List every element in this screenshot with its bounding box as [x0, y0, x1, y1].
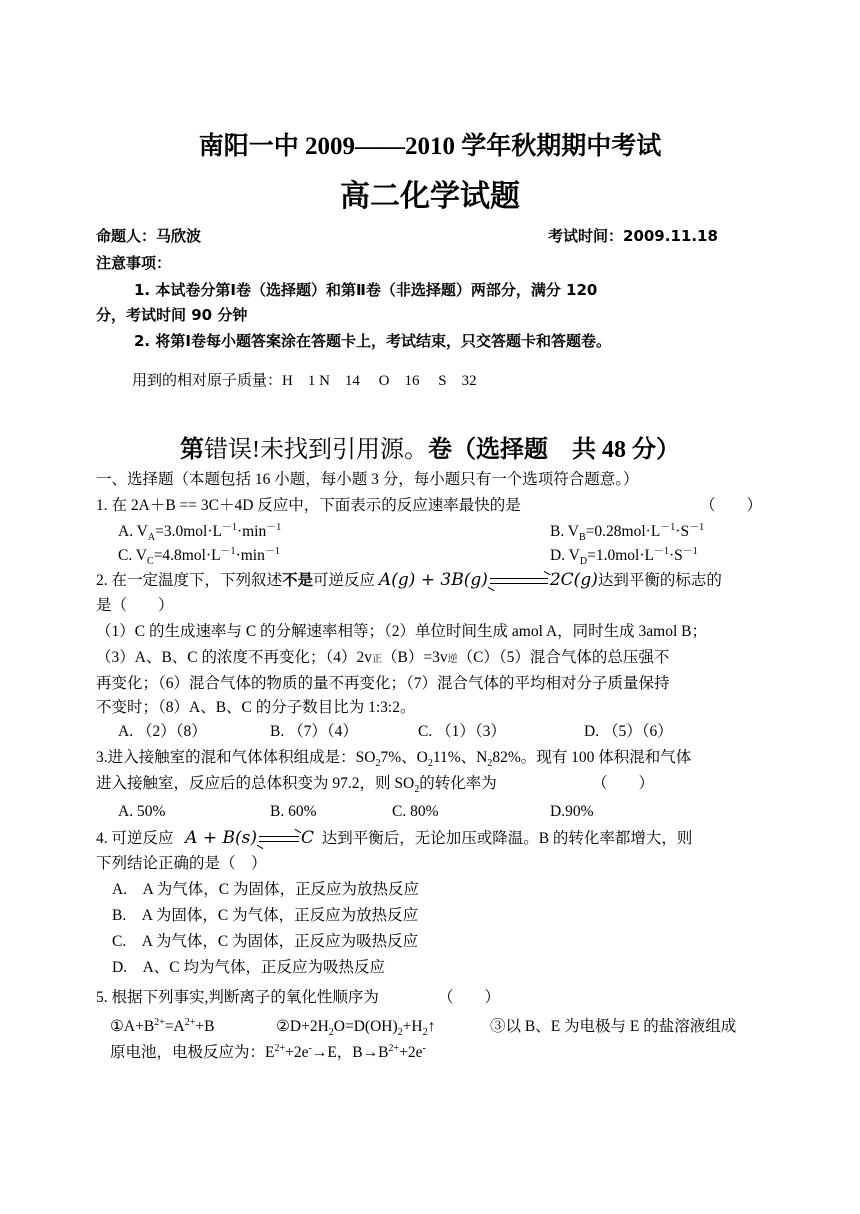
- equilibrium-arrow-icon: [259, 833, 299, 845]
- q2-line2: 是（ ）: [96, 597, 174, 614]
- q5-line2: 原电池，电极反应为：$E^{2+}+2e^-\to E$，$B\to B^{2+}+2e^-$: [110, 1042, 426, 1061]
- q4-stem: 4. 可逆反应 A + B(s) C 达到平衡后，无论加压或降温。B 的转化率都增大，则: [96, 828, 693, 848]
- q2-option-c: C. （1）（3）: [418, 723, 506, 740]
- q5-fact-1: $①A+B^{2+}=A^{2+}+B$: [110, 1016, 215, 1035]
- atomic-mass-line: 用到的相对原子质量：H 1 N 14 O 16 S 32: [132, 373, 477, 389]
- q1-option-d: D. $V_D=1.0mol\cdot L^{-1}\cdot S^{-1}$: [550, 545, 698, 568]
- q1-stem: 1. 在 2A＋B == 3C＋4D 反应中，下面表示的反应速率最快的是: [96, 497, 521, 514]
- exam-title: 南阳一中 2009——2010 学年秋期期中考试: [198, 133, 662, 160]
- q5-fact-3: ③以 B、E 为电极与 E 的盐溶液组成: [490, 1018, 737, 1035]
- q2-stem: 2. 在一定温度下，下列叙述不是可逆反应 A(g) + 3B(g) 2C(g)达到平衡的标志的: [96, 570, 722, 590]
- q4-option-b: B. A 为固体，C 为气体，正反应为放热反应: [112, 907, 419, 924]
- q3-line1: 3.进入接触室的混和气体体积组成是：$SO_27\%$、$O_211\%$、$N_282\%$。现有 100 体积混和气体: [96, 749, 692, 770]
- q3-answer-paren: （ ）: [592, 775, 655, 792]
- exam-subtitle: 高二化学试题: [340, 180, 520, 213]
- q1-option-c: C. $V_C=4.8mol\cdot L^{-1}\cdot\min^{-1}$: [118, 545, 280, 568]
- exam-time: 考试时间：2009.11.18: [548, 227, 718, 245]
- q2-option-d: D. （5）（6）: [584, 723, 673, 740]
- author-line: 命题人：马欣波: [96, 227, 202, 245]
- section-title: 第错误!未找到引用源。卷（选择题 共 48 分）: [180, 437, 680, 463]
- q2-line6: 不变时；（8）A、B、C 的分子数目比为 1:3:2。: [96, 699, 416, 716]
- q2-option-b: B. （7）（4）: [270, 723, 358, 740]
- q3-line2: 进入接触室，反应后的总体积变为 97.2，则 $SO_2$的转化率为: [96, 775, 497, 796]
- q2-line3: （1）C 的生成速率与 C 的分解速率相等；（2）单位时间生成 amol A，同时生成 3amol B；: [96, 623, 707, 640]
- equilibrium-arrow-icon: [490, 575, 548, 587]
- q5-fact-2: $②D+2H_2O=D(OH)_2+H_2↑$: [276, 1018, 436, 1039]
- q1-answer-paren: （ ）: [700, 497, 763, 514]
- q2-option-a: A. （2）（8）: [118, 723, 207, 740]
- notice-1a: 1. 本试卷分第Ⅰ卷（选择题）和第Ⅱ卷（非选择题）两部分，满分 120: [134, 281, 598, 299]
- q3-option-a: A. 50%: [118, 803, 166, 820]
- notice-1b: 分，考试时间 90 分钟: [96, 306, 248, 324]
- notice-label: 注意事项：: [96, 254, 172, 272]
- q4-option-c: C. A 为气体，C 为固体，正反应为吸热反应: [112, 933, 419, 950]
- notice-2: 2. 将第Ⅰ卷每小题答案涂在答题卡上，考试结束，只交答题卡和答题卷。: [134, 332, 611, 350]
- q1-option-a: A. $V_A=3.0mol\cdot L^{-1}\cdot\min^{-1}$: [118, 521, 282, 544]
- q3-option-c: C. 80%: [392, 803, 439, 820]
- q4-option-d: D. A、C 均为气体，正反应为吸热反应: [112, 959, 385, 976]
- q3-option-d: D.90%: [550, 803, 594, 820]
- q2-line5: 再变化；（6）混合气体的物质的量不再变化；（7）混合气体的平均相对分子质量保持: [96, 675, 670, 692]
- q3-option-b: B. 60%: [270, 803, 317, 820]
- q1-option-b: B. $V_B=0.28mol\cdot L^{-1}\cdot S^{-1}$: [550, 521, 705, 544]
- q5-stem: 5. 根据下列事实,判断离子的氧化性顺序为: [96, 989, 379, 1006]
- section-instructions: 一、选择题（本题包括 16 小题，每小题 3 分，每小题只有一个选项符合题意。）: [96, 471, 639, 488]
- q4-option-a: A. A 为气体，C 为固体，正反应为放热反应: [112, 881, 419, 898]
- q2-line4: （3）A、B、C 的浓度不再变化；（4）2v正（B）=3v逆（C）（5）混合气体的总压强不: [96, 649, 670, 666]
- q5-answer-paren: （ ）: [438, 989, 501, 1006]
- q4-line2: 下列结论正确的是（ ）: [96, 855, 267, 872]
